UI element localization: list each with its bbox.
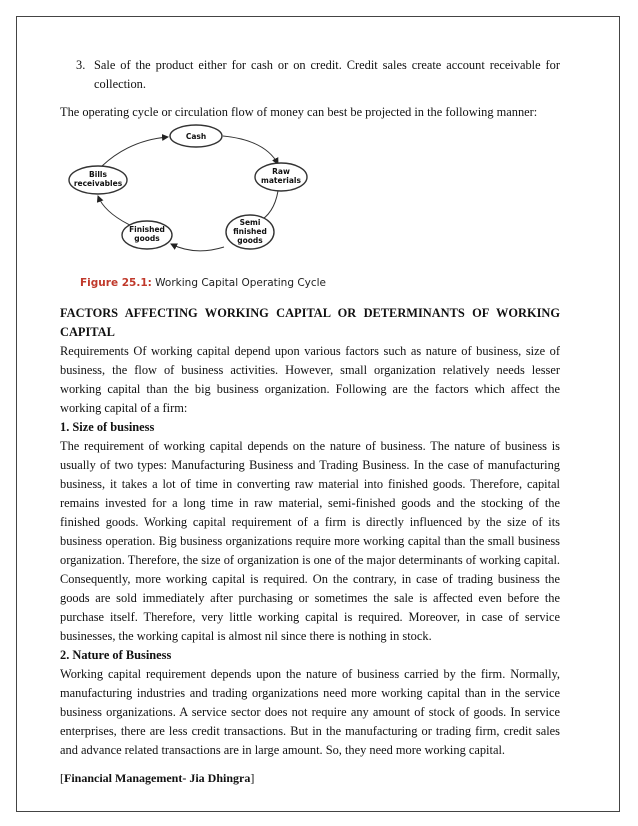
node-raw-line1: Raw [272,167,290,176]
cycle-diagram [60,124,560,274]
subsection-1-text: The requirement of working capital depends on the nature of business. The nature of business is usually of two types: Manufacturing Business and Trading Business. In the case of manufacturing business, it takes a lot of time in converting raw material into finished goods. Therefore, capital remains invested for a long time in raw material, semi-finished goods and the stocking of the finished goods. Working capital requirement of a firm is directly influenced by the size of its business operation. Big business organizations require more working capital than the small business organization. Therefore, the size of organization is one of the major determinants of working capital. Consequently, more working capital is required. On the contrary, in case of trading business the goods are sold immediately after purchasing or sometimes the sale is affected even before the purchase itself. Therefore, very little working capital is required. Moreover, in case of service businesses, the working capital is almost nil since there is nothing in stock. [60,439,560,643]
arrow-bills-to-cash [102,137,168,166]
node-finished-line1: Finished [129,225,165,234]
section-intro: Requirements Of working capital depend upon various factors such as nature of business, size of business, the flow of business activities. However, small organization relatively needs lesser working capital than the big business organization. Following are the factors which affect the working capital of a firm: [60,344,560,415]
node-raw-line2: materials [261,176,301,185]
arrow-cash-to-raw [223,136,278,164]
subsection-2-text: Working capital requirement depends upon the nature of business carried by the firm. Normally, manufacturing industries and trading organizations need more working capital than in the service business organizations. A service sector does not require any amount of stock of goods. In service enterprises, there are less credit transactions. But in the manufacturing or trading firm, credit sales and advance related transactions are in large amount. So, they need more working capital. [60,667,560,757]
list-number: 3. [76,58,86,72]
subsection-1-title: 1. Size of business [60,420,155,434]
section-heading: FACTORS AFFECTING WORKING CAPITAL OR DETERMINANTS OF WORKING CAPITAL [60,306,560,339]
figure-caption-label: Figure 25.1: [80,277,152,289]
node-semi-line3: goods [237,236,263,245]
node-semi-line2: finished [233,227,267,236]
node-semi-finished-goods [226,215,274,249]
node-finished-goods [122,221,172,249]
node-cash-label: Cash [185,132,207,141]
node-finished-line2: goods [134,234,160,243]
footer-open-bracket: [ [60,771,64,785]
figure-caption [80,274,326,293]
operating-cycle-figure [60,124,560,292]
footer-close-bracket: ] [250,771,255,785]
node-semi-line1: Semi [239,218,261,227]
footer-text: Financial Management- Jia Dhingra [64,771,251,785]
list-item-text: Sale of the product either for cash or on credit. Credit sales create account receivable for collection. [94,58,560,91]
page-footer [60,771,254,786]
figure-caption-text: Working Capital Operating Cycle [151,277,327,289]
node-bills-line2: receivables [73,179,123,188]
arrow-semi-to-finished [171,244,224,251]
node-bills-line1: Bills [89,170,107,179]
node-raw-materials [255,163,307,191]
node-cash [170,125,222,147]
list-item [60,56,560,94]
intro-paragraph: The operating cycle or circulation flow of money can best be projected in the following manner: [60,105,538,119]
arrow-finished-to-bills [98,196,136,228]
subsection-2-title: 2. Nature of Business [60,648,172,662]
node-bills-receivables [69,166,127,194]
page-content [60,56,560,760]
